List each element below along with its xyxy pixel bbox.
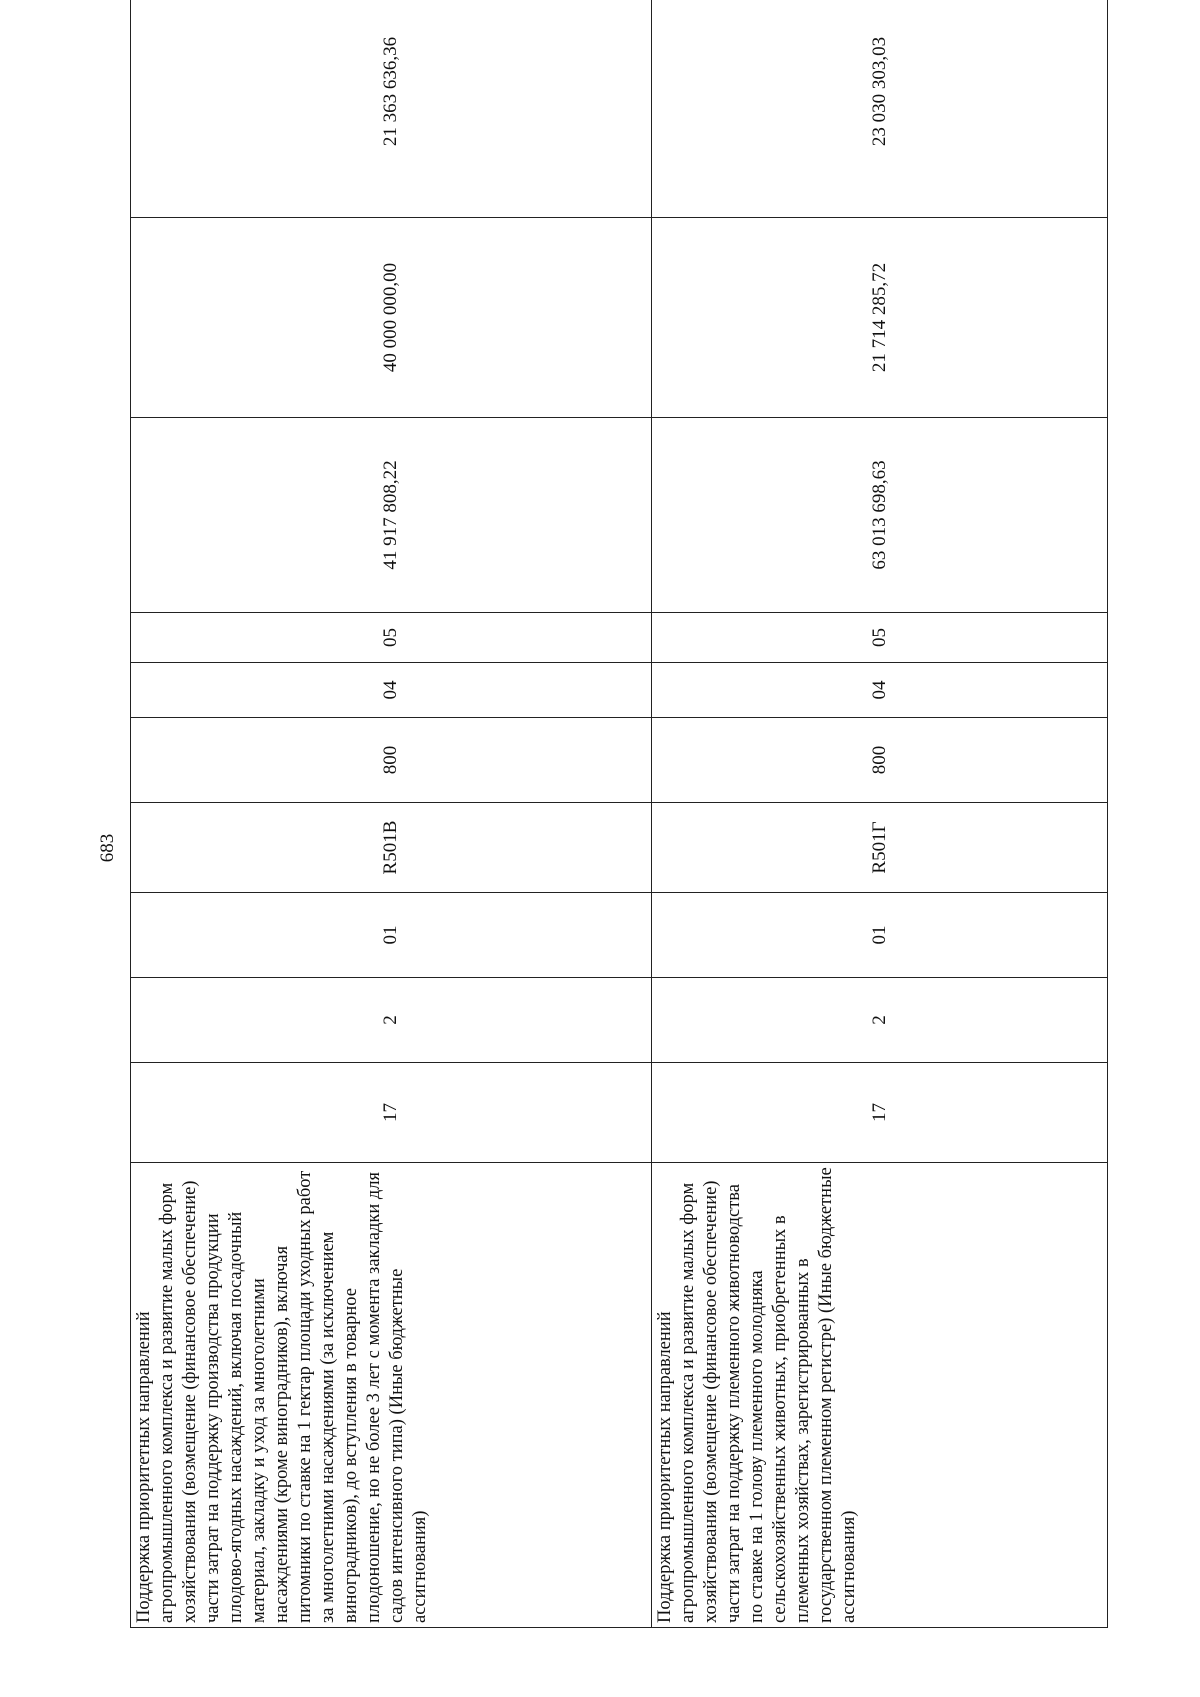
page-number: 683 [97, 833, 118, 863]
direction-code: R501В [131, 803, 652, 893]
amount-2: 40 000 000,00 [131, 218, 652, 418]
amount-3: 23 030 303,03 [652, 0, 1108, 218]
budget-table-rotated [130, 36, 1107, 1628]
direction-code: R501Г [652, 803, 1108, 893]
amount-1: 41 917 808,22 [131, 418, 652, 613]
section-code: 04 [131, 663, 652, 718]
subprogram-code: 2 [131, 978, 652, 1063]
expense-type-code: 800 [131, 718, 652, 803]
section-code: 04 [652, 663, 1108, 718]
amount-1: 63 013 698,63 [652, 418, 1108, 613]
budget-table [130, 0, 1108, 1628]
amount-2: 21 714 285,72 [652, 218, 1108, 418]
subprogram-code: 2 [652, 978, 1108, 1063]
amount-3: 21 363 636,36 [131, 0, 652, 218]
row-description: Поддержка приоритетных направлений агропромышленного комплекса и развитие малых форм хозяйствования (возмещение (финансовое обеспечение) части затрат на поддержку производства продукции плодово-ягодных насаждений, включая посадочный материал, закладку и уход за многолетними насаждениями (кроме виноградников), включая питомники по ставке на 1 гектар площади уходных работ за многолетними насаждениями (за исключением виноградников), до вступления в товарное плодоношение, но не более 3 лет с момента закладки для садов интенсивного типа) (Иные бюджетные ассигнования) [131, 1163, 652, 1628]
main-event-code: 01 [652, 893, 1108, 978]
program-code: 17 [131, 1063, 652, 1163]
main-event-code: 01 [131, 893, 652, 978]
program-code: 17 [652, 1063, 1108, 1163]
table-row [652, 0, 1108, 1628]
subsection-code: 05 [652, 613, 1108, 663]
subsection-code: 05 [131, 613, 652, 663]
table-row [131, 0, 652, 1628]
row-description: Поддержка приоритетных направлений агропромышленного комплекса и развитие малых форм хозяйствования (возмещение (финансовое обеспечение) части затрат на поддержку племенного животноводства по ставке на 1 голову племенного молодняка сельскохозяйственных животных, приобретенных в племенных хозяйствах, зарегистрированных в государственном племенном регистре) (Иные бюджетные ассигнования) [652, 1163, 1108, 1628]
expense-type-code: 800 [652, 718, 1108, 803]
